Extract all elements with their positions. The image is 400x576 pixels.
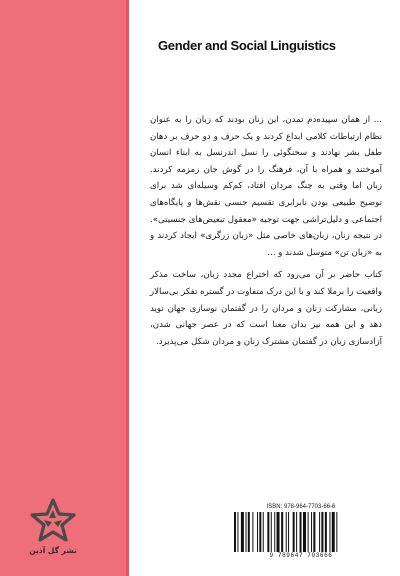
barcode-bar [259, 512, 261, 552]
barcode [232, 512, 368, 552]
barcode-bar [321, 512, 323, 552]
barcode-bar [325, 512, 327, 552]
barcode-bar [252, 512, 253, 552]
barcode-bar [246, 512, 247, 552]
cover-spine-panel [0, 0, 128, 576]
barcode-bar [271, 512, 272, 552]
barcode-bar [296, 512, 297, 552]
barcode-bar [257, 512, 258, 552]
barcode-bar [303, 512, 306, 552]
barcode-bar [311, 512, 312, 552]
barcode-bar [288, 512, 289, 552]
barcode-bar [313, 512, 315, 552]
barcode-bar [336, 512, 337, 552]
barcode-bar [332, 512, 335, 552]
barcode-bar [300, 512, 302, 552]
star-flower-logo-icon [28, 496, 78, 546]
book-title: Gender and Social Linguistics [158, 38, 336, 53]
barcode-bar [281, 512, 283, 552]
barcode-bar [241, 512, 244, 552]
barcode-bar [277, 512, 280, 552]
blurb-paragraph: کتاب حاضر بر آن می‌رود که اختراع مجدد زبان، ساخت مذکر واقعیت را برملا کند و با این درک متفاوت در گستره تفکر بی‌سالار زبانی، مشارکت زنان و مردان را در گفتمان نوسازی جهان نوید دهد و این همه نیز بدان معنا است که در عصر جهانی شدن، آزادسازی زبان در گفتمان مشترک زنان و مردان شکل می‌پذیرد. [150, 270, 382, 347]
isbn-label: ISBN: 978-964-7703-66-6 [266, 504, 336, 510]
barcode-bar [263, 512, 264, 552]
barcode-number: 9 789647 703666 [269, 552, 333, 559]
barcode-bar [293, 512, 295, 552]
barcode-bar [308, 512, 309, 552]
barcode-bar [274, 512, 275, 552]
blurb-paragraph: ... از همان سپیده‌دم تمدن، این زنان بودند که زبان را به عنوان نظام ارتباطات کلامی ابداع کردند و یک حرف و دو حرف بر دهان طفل بشر نهادند و سخنگوئی را نسل اندرنسل به ابناء انسان آموختند و همراه با آن، فرهنگ را در گوش جان زمزمه کردند. زبان اما وقتی به چنگ مردان افتاد، کم‌کم وسیله‌ای شد برای توضیح طبیعی بودن نابرابری تقسیم جنسی نقش‌ها و پایگاه‌های اجتماعی و دلیل‌تراشی جهت توجیه «معقول تبعیض‌های جنسیتی». در نتیجه زنان، زبان‌های خاصی مثل «زبان زرگری» ایجاد کردند و به «زبان تن» متوسل شدند و ... [150, 115, 382, 258]
blurb-text [150, 112, 382, 356]
barcode-bar [267, 512, 269, 552]
barcode-bar [329, 512, 330, 552]
barcode-bar [248, 512, 250, 552]
barcode-bar [319, 512, 320, 552]
barcode-bar [234, 512, 236, 552]
barcode-bar [286, 512, 287, 552]
barcode-bar [237, 512, 238, 552]
publisher-name: نشر گل آذین [29, 546, 77, 555]
